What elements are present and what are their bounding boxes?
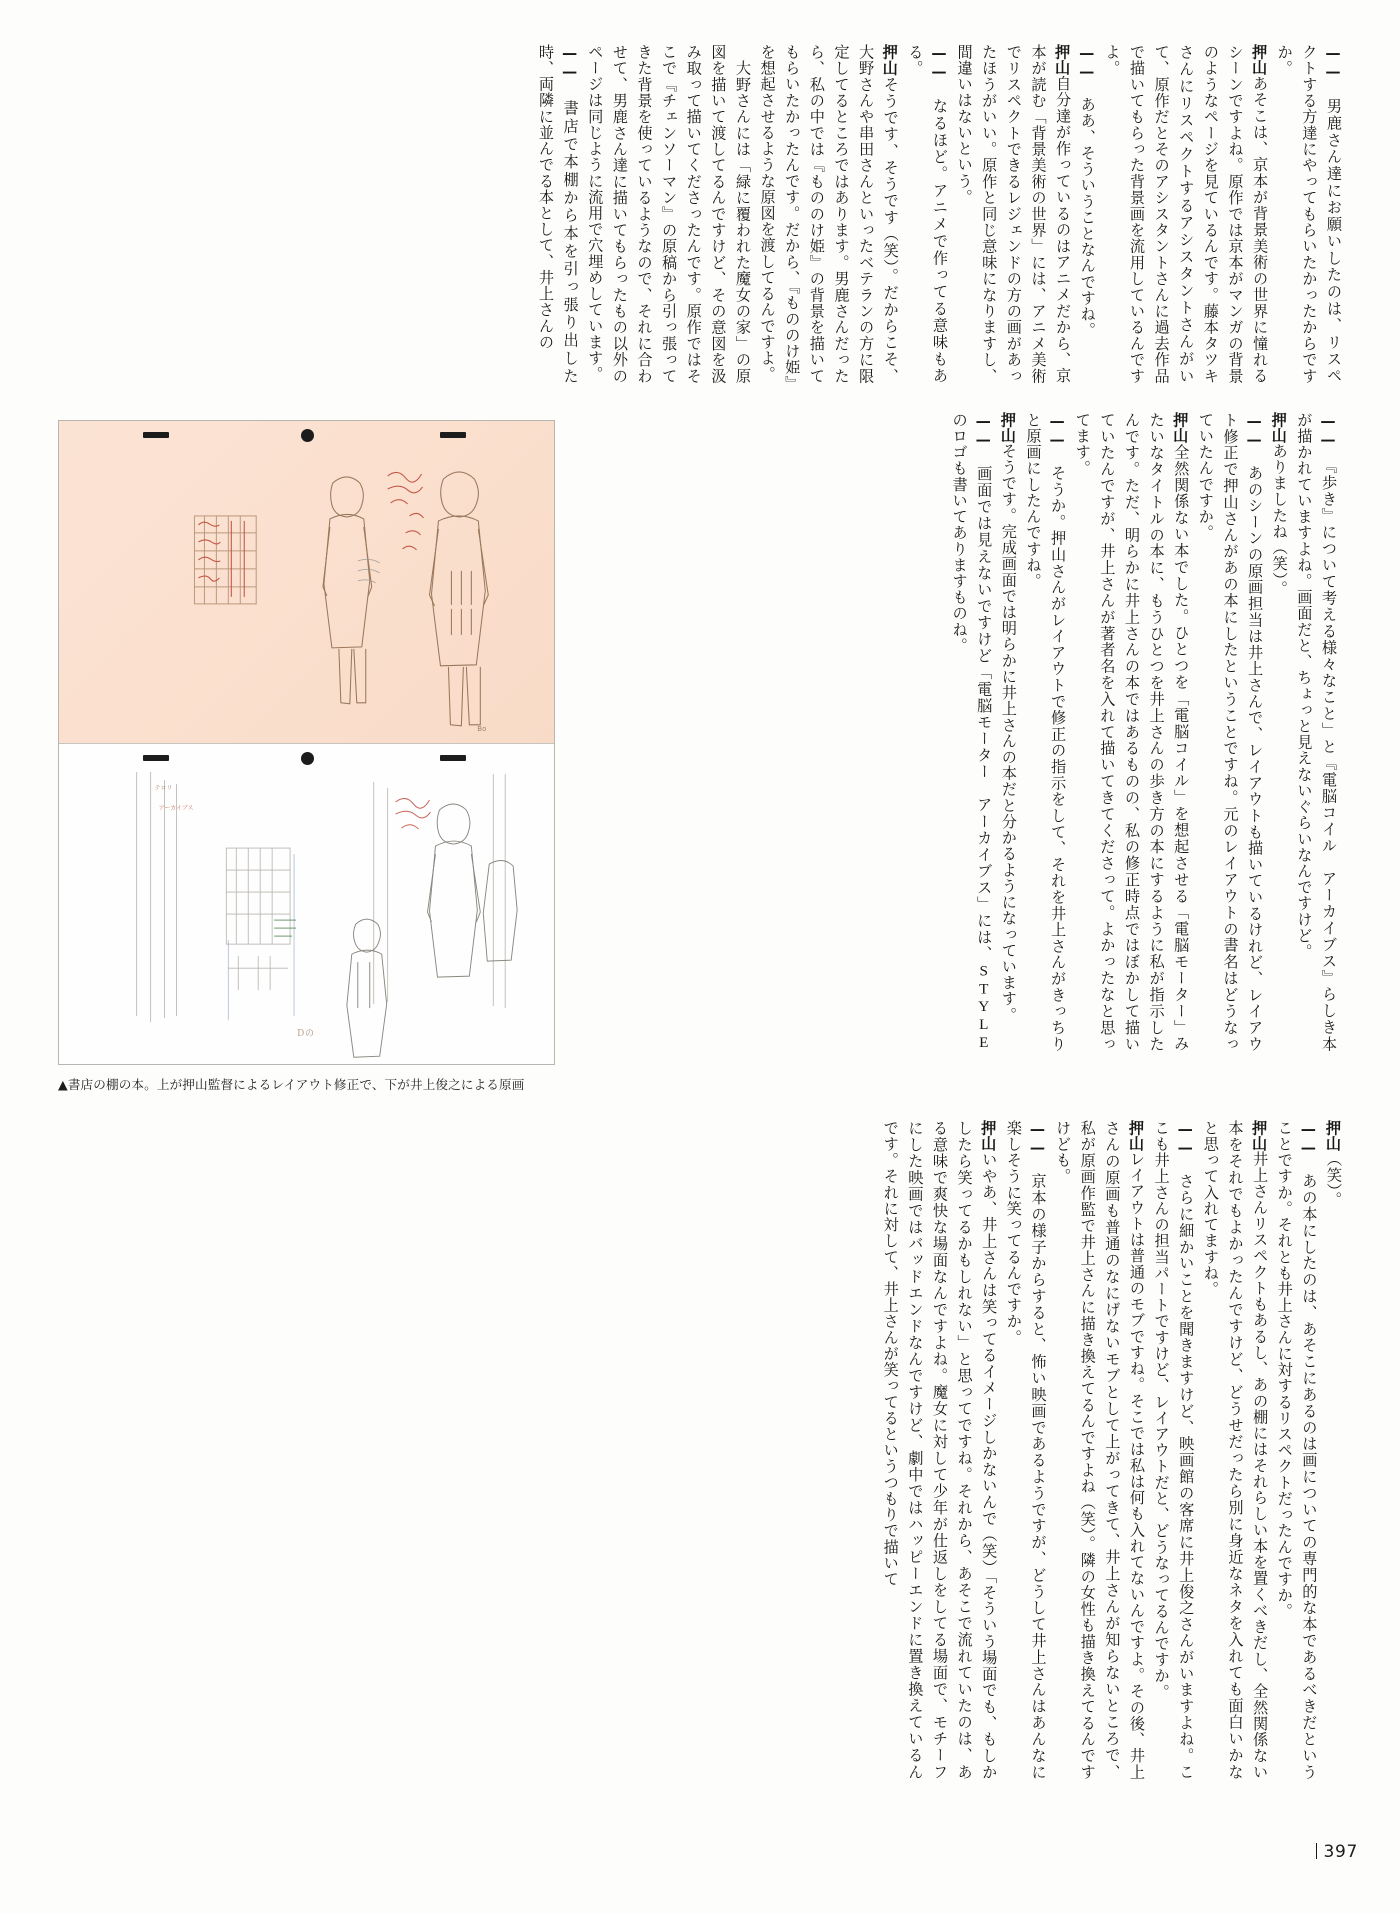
paragraph-text: なるほど。アニメで作ってる意味もある。 <box>906 44 948 384</box>
svg-text:テロリ: テロリ <box>154 784 173 792</box>
speaker-tag: —— <box>1319 412 1337 449</box>
paragraph <box>1320 1120 1345 1780</box>
folio-value: 397 <box>1323 1842 1358 1862</box>
speaker-tag: 押山 <box>1324 1120 1342 1152</box>
paragraph <box>1291 412 1340 1052</box>
paragraph <box>1020 412 1069 1052</box>
paragraph-text: あそこは、京本が背景美術の世界に憧れるシーンですよね。原作では京本がマンガの背景のようなページを見ているんです。藤本タツキさんにリスペクトするアシスタントさんがいて、原作だとそのアシスタントさんに過去作品で描いてもらった背景画を流用しているんですよ。 <box>1103 44 1269 384</box>
paragraph-text: 『歩き』について考える様々なこと」と『電脳コイル アーカイブス』らしき本が描かれていますよね。画面だと、ちょっと見えないぐらいなんですけど。 <box>1295 412 1337 1052</box>
speaker-tag: 押山 <box>979 1120 998 1152</box>
page-smudge <box>718 0 758 26</box>
paragraph <box>1050 1120 1149 1780</box>
speaker-tag: 押山 <box>998 412 1017 444</box>
speaker-tag: 押山 <box>1053 44 1072 76</box>
artwork-plate <box>58 420 555 1065</box>
speaker-tag: —— <box>1324 44 1342 81</box>
figure-caption <box>58 1074 678 1093</box>
speaker-tag: 押山 <box>1127 1120 1145 1152</box>
paragraph-text: 京本の様子からすると、怖い映画であるようですが、どうして井上さんはあんなに楽しそうに笑ってるんですか。 <box>1004 1120 1047 1780</box>
paragraph <box>1069 412 1192 1052</box>
speaker-tag: —— <box>1048 412 1067 449</box>
paragraph <box>532 44 581 384</box>
caption-marker-icon: ▲ <box>58 1077 68 1092</box>
paragraph <box>902 44 951 384</box>
paragraph <box>1197 1120 1271 1780</box>
paragraph-text: 自分達が作っているのはアニメだから、京本が読む「背景美術の世界」には、アニメ美術でリスペクトできるレジェンドの方の画があったほうがいい。原作と同じ意味になりますし、間違いはないという。 <box>955 44 1072 384</box>
folio-rule <box>1316 1843 1317 1859</box>
paragraph <box>1192 412 1266 1052</box>
page-number <box>1316 1842 1359 1862</box>
speaker-tag: —— <box>1028 1120 1047 1157</box>
paragraph-text: 画面では見えないですけど「電脳モーター アーカイブス」には、STYLEのロゴも書いてありますものね。 <box>950 412 993 1052</box>
paragraph-text: ああ、そういうことなんですね。 <box>1078 80 1096 339</box>
paragraph <box>1148 1120 1197 1780</box>
svg-text:アーカイブス: アーカイブス <box>158 804 194 812</box>
paragraph <box>995 412 1020 1052</box>
paragraph <box>1099 44 1271 384</box>
speaker-tag: —— <box>930 44 948 81</box>
paragraph-text: （笑）。 <box>1325 1151 1342 1208</box>
speaker-tag: —— <box>1299 1120 1318 1157</box>
text-block-top <box>55 44 1345 384</box>
paragraph-text: 全然関係ない本でした。ひとつを「電脳コイル」を想起させる「電脳モーター」みたいなタイトルの本に、もうひとつを井上さんの歩き方の本にするように私が指示したんです。ただ、明らかに井上さんの本ではあるものの、私の修正時点ではぼかして描いていたんですが、井上さんが著者名を入れて描いてきてくださって。よかったなと思ってます。 <box>1073 412 1190 1052</box>
caption-text: 書店の棚の本。上が押山監督によるレイアウト修正で、下が井上俊之による原画 <box>67 1077 525 1092</box>
paragraph <box>1266 412 1291 1052</box>
paragraph-text: 大野さんには「緑に覆われた魔女の家」の原図を描いて渡してるんですけど、その意図を汲み取って描いてくださったんです。原作ではそこで『チェンソーマン』の原稿から引っ張ってきた背景を使っているようなので、それに合わせて、男鹿さん達に描いてもらったもの以外のページは同じように流用で穴埋めしています。 <box>586 44 751 384</box>
paragraph <box>582 44 754 384</box>
paragraph <box>951 44 1074 384</box>
svg-text:Ｄの: Ｄの <box>296 1028 314 1039</box>
layout-sketch-drawing <box>59 421 554 743</box>
text-block-bottom <box>55 1120 1345 1780</box>
key-animation-cel <box>59 744 554 1064</box>
paragraph-text: いやあ、井上さんは笑ってるイメージしかないんで（笑）「そういう場面でも、もしかしたら笑ってるかもしれない」と思ってですね。それから、あそこで流れていたのは、ある意味で爽快な場面なんですよね。魔女に対して少年が仕返しをしてる場面で、モチーフにした映画ではバッドエンドなんですけど、劇中ではハッピーエンドに置き換えているんです。それに対して、井上さんが笑ってるというつもりで描いて <box>881 1120 998 1780</box>
paragraph-text: 井上さんリスペクトもあるし、あの棚にはそれらしい本を置くべきだし、全然関係ない本をそれでもよかったんですけど、どうせだったら別に身近なネタを入れても面白いかなと思って入れてますね。 <box>1201 1120 1269 1780</box>
speaker-tag: 押山 <box>1269 412 1288 444</box>
paragraph <box>1271 44 1345 384</box>
speaker-tag: —— <box>1176 1120 1195 1157</box>
speaker-tag: 押山 <box>1171 412 1190 444</box>
speaker-tag: 押山 <box>880 44 899 77</box>
speaker-tag: —— <box>1077 44 1096 81</box>
paragraph-text: 書店で本棚から本を引っ張り出した時、両隣に並んでる本として、井上さんの <box>537 44 579 384</box>
paragraph-text: あのシーンの原画担当は井上さんで、レイアウトも描いているけれど、レイアウト修正で押山さんがあの本にしたということですね。元のレイアウトの書名はどうなっていたんですか。 <box>1196 412 1264 1052</box>
paragraph-text: 男鹿さん達にお願いしたのは、リスペクトする方達にやってもらいたかったからですか。 <box>1275 44 1342 384</box>
text-block-middle <box>600 412 1340 1052</box>
paragraph-text: そうです、そうです（笑）。だからこそ、大野さんや串田さんといったベテランの方に限定してるところではあります。男鹿さんだったら、私の中では『もののけ姫』の背景を描いてもらいたかったんです。だから、『もののけ姫』を想起させるような原図を渡してるんですよ。 <box>758 44 899 385</box>
paragraph-text: そうか。押山さんがレイアウトで修正の指示をして、それを井上さんがきっちりと原画にしたんですね。 <box>1024 412 1067 1052</box>
paragraph <box>877 1120 1000 1780</box>
paragraph-text: ありましたね（笑）。 <box>1270 443 1288 597</box>
paragraph-text: あの本にしたのは、あそこにあるのは画についての専門的な本であるべきだということですか。それとも井上さんに対するリスペクトだったんですか。 <box>1275 1120 1318 1780</box>
paragraph <box>1000 1120 1049 1780</box>
paragraph-text: さらに細かいことを聞きますけど、映画館の客席に井上俊之さんがいますよね。ここも井上さんの担当パートですけど、レイアウトだと、どうなってるんですか。 <box>1152 1120 1195 1780</box>
paragraph <box>1271 1120 1320 1780</box>
svg-text:Bo: Bo <box>477 724 487 733</box>
layout-correction-cel <box>59 421 554 744</box>
paragraph-text: レイアウトは普通のモブですね。そこでは私は何も入れてないんですよ。その後、井上さんの原画も普通のなにげないモブとして上がってきて、井上さんが知らないところで、私が原画作監で井上さんに描き換えてるんですよね（笑）。隣の女性も描き換えてるんですけども。 <box>1054 1120 1145 1780</box>
paragraph-text: そうです。完成画面では明らかに井上さんの本だと分かるようになっています。 <box>999 443 1017 1024</box>
speaker-tag: —— <box>974 412 993 449</box>
speaker-tag: —— <box>1245 412 1264 449</box>
speaker-tag: —— <box>560 44 579 81</box>
paragraph <box>754 44 902 384</box>
key-animation-sketch-drawing <box>59 744 554 1064</box>
speaker-tag: 押山 <box>1250 44 1269 76</box>
speaker-tag: 押山 <box>1250 1120 1269 1152</box>
paragraph <box>946 412 995 1052</box>
paragraph <box>1074 44 1099 384</box>
